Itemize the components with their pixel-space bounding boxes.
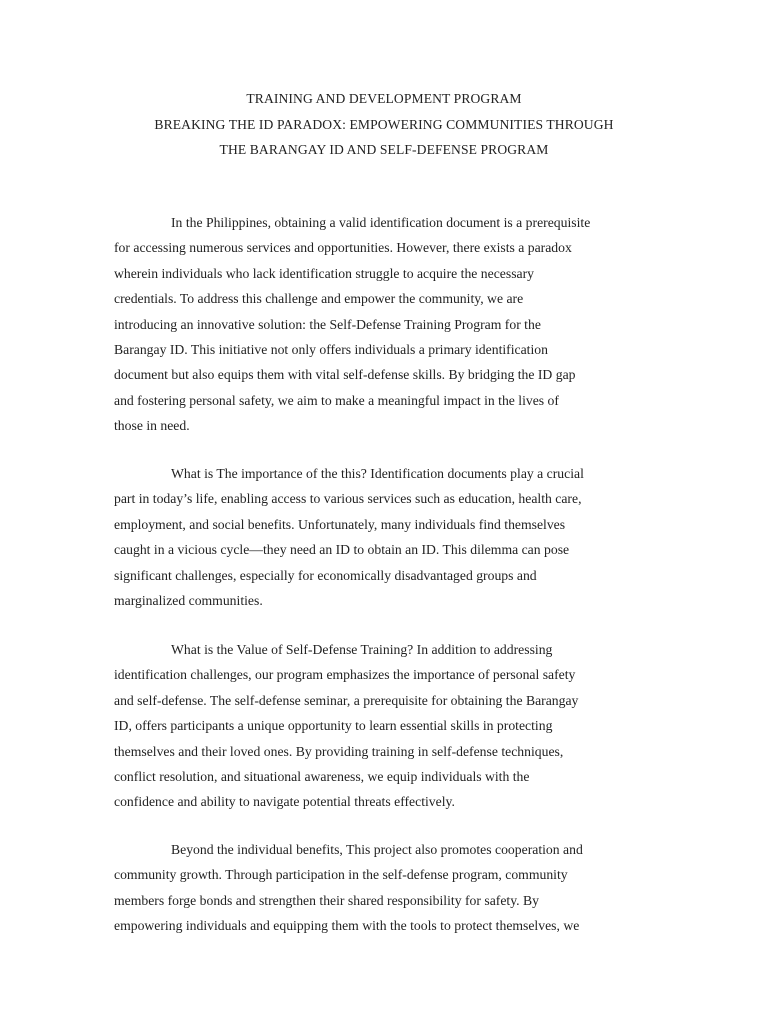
title-line-2: BREAKING THE ID PARADOX: EMPOWERING COMMUNITIES THROUGH (154, 116, 614, 132)
paragraph-line: those in need. (114, 418, 190, 434)
paragraph-line: caught in a vicious cycle—they need an ID to obtain an ID. This dilemma can pose (114, 542, 570, 558)
paragraph-line: introducing an innovative solution: the Self-Defense Training Program for the (114, 316, 541, 332)
title-line-3: THE BARANGAY ID AND SELF-DEFENSE PROGRAM (219, 142, 549, 157)
paragraph-introduction (114, 210, 649, 439)
paragraph-line: members forge bonds and strengthen their shared responsibility for safety. By (114, 892, 539, 908)
paragraph-line: identification challenges, our program emphasizes the importance of personal safety (114, 667, 576, 683)
paragraph-line: Beyond the individual benefits, This project also promotes cooperation and (171, 842, 583, 857)
document-title (0, 86, 768, 163)
paragraph-line: empowering individuals and equipping them with the tools to protect themselves, we (114, 918, 580, 934)
title-line-1: TRAINING AND DEVELOPMENT PROGRAM (246, 91, 522, 106)
paragraph-line: and self-defense. The self-defense seminar, a prerequisite for obtaining the Barangay (114, 692, 579, 708)
paragraph-importance (114, 461, 649, 613)
paragraph-line: document but also equips them with vital self-defense skills. By bridging the ID gap (114, 367, 576, 383)
paragraph-line: part in today’s life, enabling access to various services such as education, health care, (114, 491, 582, 507)
paragraph-line: community growth. Through participation in the self-defense program, community (114, 867, 568, 883)
paragraph-line: What is the Value of Self-Defense Training? In addition to addressing (171, 642, 553, 657)
paragraph-line: credentials. To address this challenge and empower the community, we are (114, 291, 524, 307)
paragraph-line: confidence and ability to navigate potential threats effectively. (114, 794, 455, 810)
paragraph-line: marginalized communities. (114, 593, 263, 609)
paragraph-self-defense-value (114, 637, 649, 815)
paragraph-line: significant challenges, especially for economically disadvantaged groups and (114, 567, 537, 583)
paragraph-community-benefits (114, 837, 649, 939)
paragraph-line: and fostering personal safety, we aim to make a meaningful impact in the lives of (114, 392, 559, 408)
paragraph-line: employment, and social benefits. Unfortunately, many individuals find themselves (114, 516, 566, 532)
paragraph-line: conflict resolution, and situational awareness, we equip individuals with the (114, 769, 530, 785)
paragraph-line: wherein individuals who lack identification struggle to acquire the necessary (114, 265, 534, 281)
paragraph-line: Barangay ID. This initiative not only offers individuals a primary identification (114, 342, 548, 358)
paragraph-line: What is The importance of the this? Identification documents play a crucial (171, 466, 584, 481)
paragraph-line: ID, offers participants a unique opportunity to learn essential skills in protecting (114, 718, 553, 734)
paragraph-line: for accessing numerous services and opportunities. However, there exists a paradox (114, 240, 572, 256)
paragraph-line: In the Philippines, obtaining a valid identification document is a prerequisite (171, 215, 591, 230)
paragraph-line: themselves and their loved ones. By providing training in self-defense techniques, (114, 743, 564, 759)
